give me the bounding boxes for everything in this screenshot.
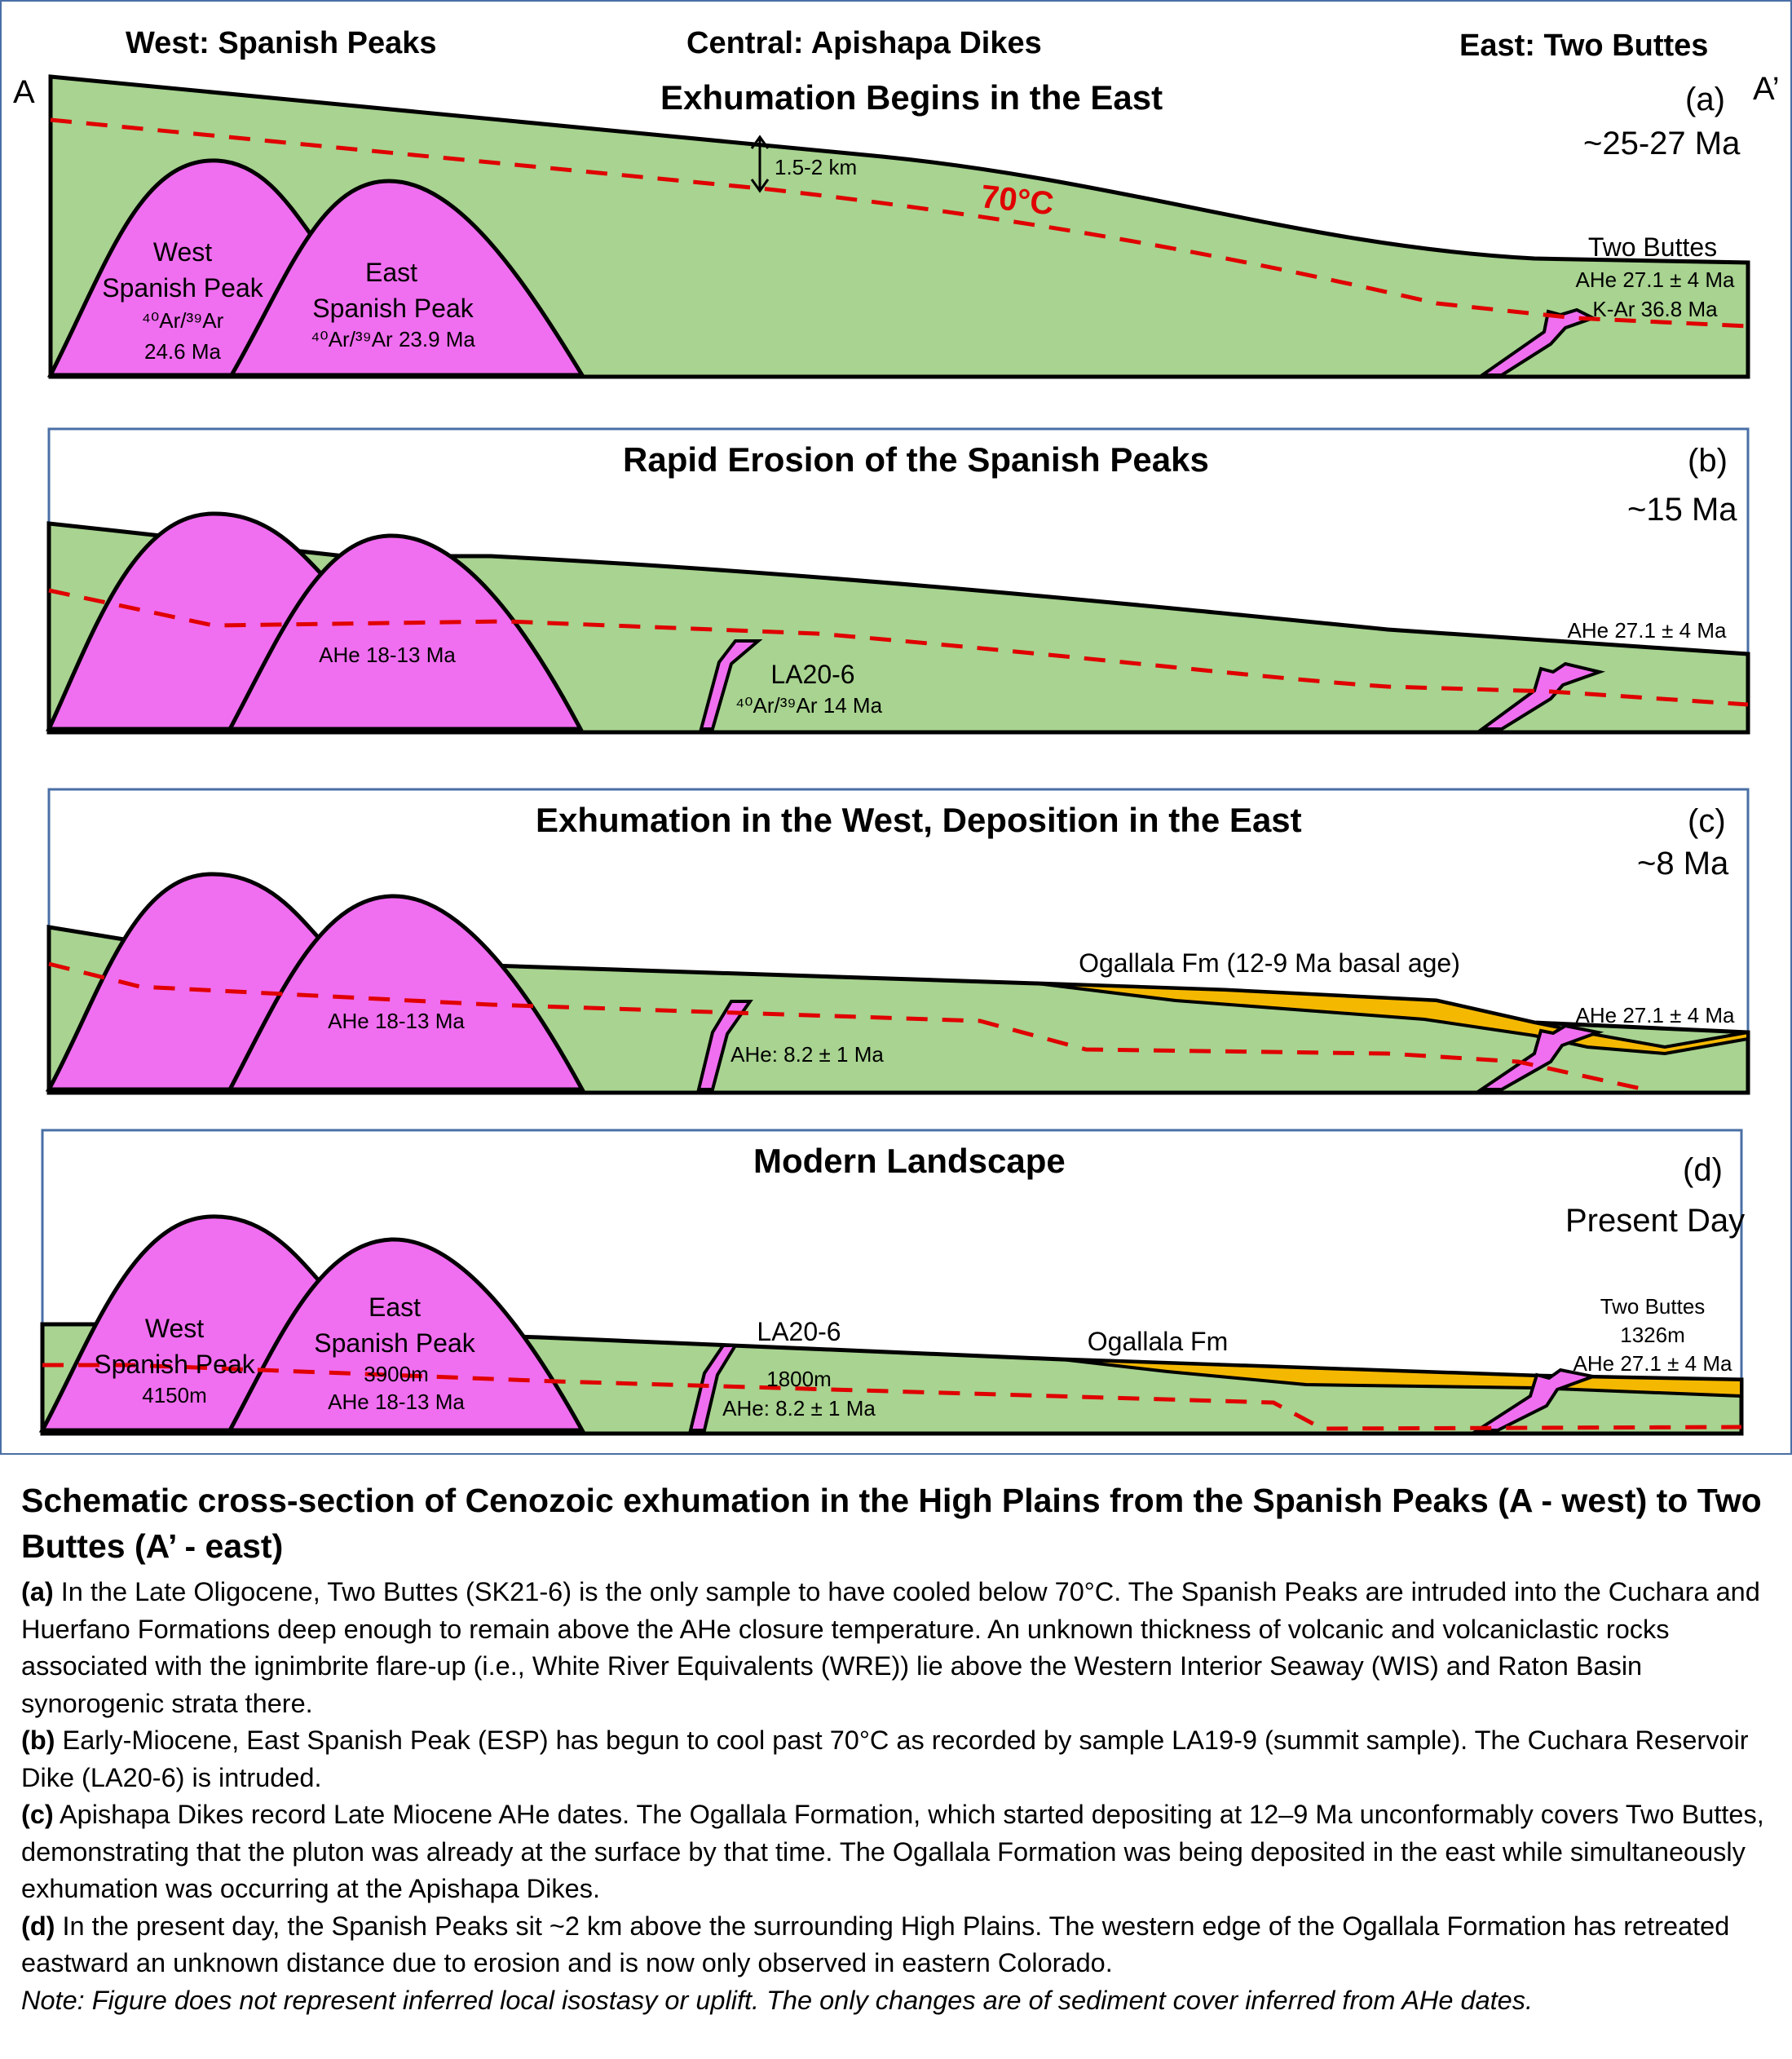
panel-d-dike-name: LA20-6 — [757, 1317, 841, 1346]
panel-a-east-peak-name-1: East — [364, 258, 418, 287]
panel-d-age: Present Day — [1565, 1203, 1746, 1239]
panel-d-east-peak-name-1: East — [368, 1292, 422, 1322]
caption-text-c: Apishapa Dikes record Late Miocene AHe dates. The Ogallala Formation, which started depositing at 12–9 Ma unconformably covers Two Buttes, demonstrating that the pluton was already at the surface by that time. The Ogallala Formation was being deposited in the east while simultaneously exhumation was occurring at the Apishapa Dikes. — [21, 1800, 1764, 1903]
panel-a-title: Exhumation Begins in the East — [660, 78, 1163, 117]
panel-c-ogallala-label: Ogallala Fm (12-9 Ma basal age) — [1079, 948, 1460, 978]
panel-c-dike-ahe: AHe: 8.2 ± 1 Ma — [730, 1042, 884, 1067]
panel-a-two-buttes-ahe: AHe 27.1 ± 4 Ma — [1575, 267, 1735, 292]
caption-text-d: In the present day, the Spanish Peaks sit ~2 km above the surrounding High Plains. The western edge of the Ogallala Formation has retreated eastward an unknown distance due to erosion and is now only observed in eastern Colorado. — [21, 1911, 1730, 1977]
panel-c — [49, 789, 1748, 1093]
panel-d-letter: (d) — [1683, 1152, 1723, 1188]
panel-d-two-buttes-elev: 1326m — [1620, 1323, 1685, 1347]
panel-a-letter: (a) — [1685, 82, 1725, 117]
figure-caption — [21, 1478, 1774, 2019]
panel-a-isotherm-label: 70°C — [979, 179, 1056, 223]
caption-text-b: Early-Miocene, East Spanish Peak (ESP) has begun to cool past 70°C as recorded by sample LA19-9 (summit sample). The Cuchara Reservoir Dike (LA20-6) is intruded. — [21, 1725, 1749, 1792]
header-west: West: Spanish Peaks — [126, 26, 437, 60]
panel-a-two-buttes-name: Two Buttes — [1587, 232, 1718, 262]
panel-b-peak-ahe: AHe 18-13 Ma — [319, 643, 456, 667]
panel-a-depth-label: 1.5-2 km — [775, 155, 858, 179]
panel-a-west-peak-method: ⁴⁰Ar/³⁹Ar — [141, 308, 224, 333]
panel-d-two-buttes-ahe: AHe 27.1 ± 4 Ma — [1573, 1351, 1732, 1376]
panel-b-letter: (b) — [1688, 443, 1728, 479]
panel-d-east-peak-elev: 3900m — [364, 1362, 429, 1386]
caption-text-a: In the Late Oligocene, Two Buttes (SK21-6) is the only sample to have cooled below 70°C. The Spanish Peaks are intruded into the Cuchara and Huerfano Formations deep enough to remain above the AHe closure temperature. An unknown thickness of volcanic and volcaniclastic rocks associated with the ignimbrite flare-up (i.e., White River Equivalents (WRE)) lie above the Western Interior Seaway (WIS) and Raton Basin synorogenic strata there. — [21, 1577, 1760, 1718]
panel-d-west-peak-name-2: Spanish Peak — [94, 1350, 255, 1379]
panel-c-letter: (c) — [1688, 803, 1726, 839]
panel-c-two-buttes-ahe: AHe 27.1 ± 4 Ma — [1575, 1003, 1735, 1027]
caption-note: Note: Figure does not represent inferred local isostasy or uplift. The only changes are of sediment cover inferred from AHe dates. — [21, 1985, 1534, 2015]
panel-a-west-peak-name-2: Spanish Peak — [102, 273, 263, 303]
panel-a — [51, 77, 1748, 377]
panel-b-age: ~15 Ma — [1627, 492, 1737, 528]
header-east: East: Two Buttes — [1459, 29, 1709, 63]
panel-a-two-buttes-kar: K-Ar 36.8 Ma — [1592, 297, 1718, 321]
panel-c-peak-ahe: AHe 18-13 Ma — [328, 1009, 465, 1033]
caption-paragraph-d — [21, 1908, 1774, 1982]
marker-a: A — [13, 74, 35, 110]
panel-b-dike-age: ⁴⁰Ar/³⁹Ar 14 Ma — [735, 693, 883, 718]
panel-b-dike-name: LA20-6 — [770, 660, 855, 689]
caption-tag-d: (d) — [21, 1911, 55, 1941]
panel-c-title: Exhumation in the West, Deposition in the East — [536, 801, 1302, 839]
panel-d-two-buttes-name: Two Buttes — [1600, 1294, 1706, 1319]
panel-b-title: Rapid Erosion of the Spanish Peaks — [623, 440, 1209, 479]
panel-c-age: ~8 Ma — [1637, 846, 1729, 881]
panel-d-east-peak-ahe: AHe 18-13 Ma — [328, 1390, 465, 1414]
caption-title: Schematic cross-section of Cenozoic exhumation in the High Plains from the Spanish Peaks (A - west) to Two Buttes (A’ - east) — [21, 1482, 1762, 1565]
panel-a-age: ~25-27 Ma — [1583, 126, 1741, 161]
panel-d-west-peak-elev: 4150m — [142, 1383, 207, 1407]
panel-b — [49, 429, 1748, 732]
marker-a-prime: A’ — [1753, 71, 1780, 107]
header-central: Central: Apishapa Dikes — [686, 26, 1042, 60]
panel-a-west-peak-age: 24.6 Ma — [144, 339, 221, 364]
panel-b-two-buttes-ahe: AHe 27.1 ± 4 Ma — [1567, 618, 1727, 643]
panel-d-west-peak-name-1: West — [144, 1314, 205, 1343]
caption-paragraph-a — [21, 1574, 1774, 1722]
panel-d-title: Modern Landscape — [753, 1142, 1066, 1180]
panel-a-east-peak-age: ⁴⁰Ar/³⁹Ar 23.9 Ma — [311, 327, 475, 351]
caption-paragraph-c — [21, 1796, 1774, 1908]
caption-tag-c: (c) — [21, 1800, 54, 1829]
panel-a-east-peak-name-2: Spanish Peak — [312, 294, 474, 323]
caption-tag-a: (a) — [21, 1577, 54, 1606]
panel-d-ogallala-label: Ogallala Fm — [1087, 1327, 1229, 1356]
panel-d-dike-ahe: AHe: 8.2 ± 1 Ma — [722, 1396, 876, 1421]
panel-d — [42, 1130, 1745, 1434]
panel-d-east-peak-name-2: Spanish Peak — [314, 1328, 475, 1358]
panel-d-dike-elev: 1800m — [766, 1367, 832, 1391]
caption-tag-b: (b) — [21, 1725, 55, 1755]
panel-a-west-peak-name-1: West — [152, 237, 213, 267]
caption-paragraph-b — [21, 1722, 1774, 1796]
